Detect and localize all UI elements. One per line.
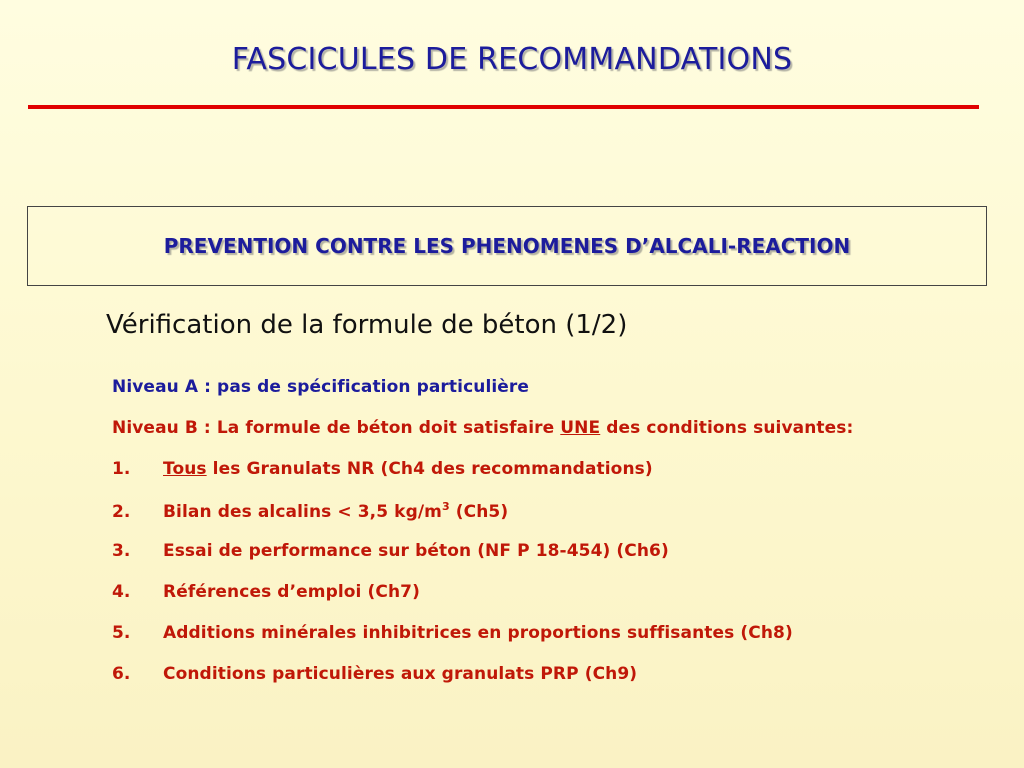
list-item [112, 459, 653, 479]
section-title: PREVENTION CONTRE LES PHENOMENES D’ALCALI-REACTION [163, 234, 851, 258]
list-item-text: Additions minérales inhibitrices en proportions suffisantes (Ch8) [163, 623, 793, 643]
list-item [112, 541, 669, 561]
level-a-line: Niveau A : pas de spécification particulière [112, 377, 530, 397]
list-item [112, 664, 637, 684]
list-item-text: Bilan des alcalins < 3,5 kg/m [163, 502, 442, 522]
section-title-box [27, 206, 987, 286]
level-b-text-end: des conditions suivantes: [600, 418, 854, 438]
list-item-text: Conditions particulières aux granulats PRP (Ch9) [163, 664, 638, 684]
list-item-text: les Granulats NR (Ch4 des recommandations) [206, 459, 653, 479]
list-item [112, 623, 793, 643]
level-b-line [112, 418, 853, 438]
list-item-text: Essai de performance sur béton (NF P 18-454) (Ch6) [163, 541, 669, 561]
list-item [112, 582, 420, 602]
slide-title: FASCICULES DE RECOMMANDATIONS [231, 42, 793, 77]
title-underline-rule [28, 105, 979, 109]
list-item-number: 3. [112, 541, 131, 561]
list-item-emphasis: Tous [163, 459, 207, 479]
list-item-number: 6. [112, 664, 131, 684]
list-item-number: 4. [112, 582, 131, 602]
list-item [112, 500, 508, 522]
slide-subtitle: Vérification de la formule de béton (1/2) [106, 310, 628, 340]
list-item-number: 1. [112, 459, 131, 479]
list-item-text-end: (Ch5) [449, 502, 509, 522]
list-item-superscript: 3 [441, 500, 450, 513]
list-item-number: 2. [112, 502, 131, 522]
list-item-text: Références d’emploi (Ch7) [163, 582, 420, 602]
level-b-text: Niveau B : La formule de béton doit satisfaire [112, 418, 561, 438]
list-item-number: 5. [112, 623, 131, 643]
level-b-emphasis: UNE [560, 418, 601, 438]
